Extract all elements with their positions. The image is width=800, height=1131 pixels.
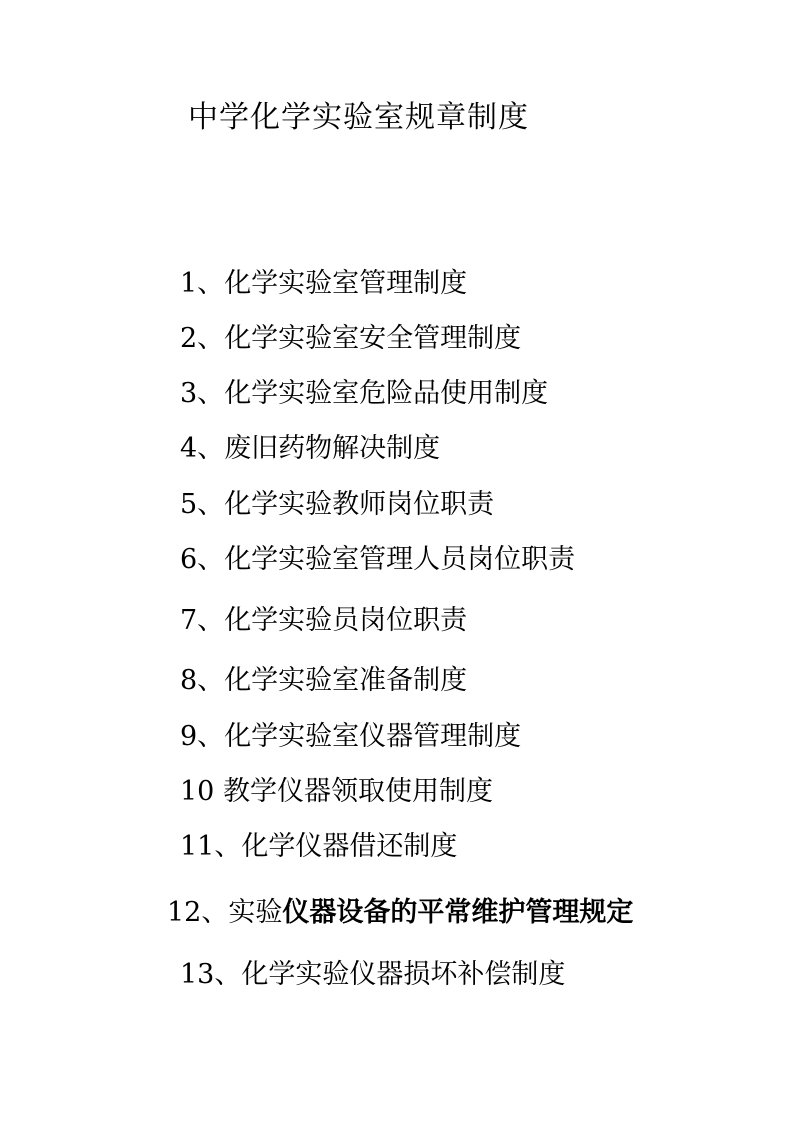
- list-item-number: 10: [180, 776, 223, 807]
- list-item: [180, 957, 565, 993]
- list-item-text: 化学实验仪器损坏补偿制度: [241, 959, 566, 990]
- list-item-number: 12、: [167, 897, 229, 928]
- list-item-text: 化学实验室危险品使用制度: [224, 378, 549, 409]
- list-item-text: 化学实验教师岗位职责: [224, 489, 495, 520]
- list-item-number: 6、: [180, 544, 225, 575]
- list-item-number: 9、: [180, 721, 225, 752]
- list-item: [180, 663, 467, 699]
- list-item-text: 教学仪器领取使用制度: [222, 776, 493, 807]
- list-item: [180, 321, 521, 357]
- list-item-text: 化学实验员岗位职责: [224, 605, 468, 636]
- list-item-text: 化学实验室管理人员岗位职责: [224, 544, 576, 575]
- list-item: [180, 774, 493, 810]
- list-item: [180, 266, 467, 302]
- list-item: [180, 603, 467, 639]
- list-item: [180, 487, 494, 523]
- list-item-number: 13、: [180, 959, 242, 990]
- list-item-text: 实验: [228, 897, 283, 928]
- list-item: [180, 719, 521, 755]
- list-item: [180, 431, 440, 467]
- list-item-number: 4、: [180, 433, 225, 464]
- list-item-number: 2、: [180, 323, 225, 354]
- list-item-number: 1、: [180, 268, 225, 299]
- list-item-text: 废旧药物解决制度: [224, 433, 441, 464]
- list-item: [180, 829, 457, 865]
- list-item: [167, 895, 633, 931]
- list-item-text: 化学实验室仪器管理制度: [224, 721, 522, 752]
- list-item-number: 5、: [180, 489, 225, 520]
- list-item-text: 化学仪器借还制度: [241, 831, 458, 862]
- list-item-number: 11、: [180, 831, 242, 862]
- list-item-number: 3、: [180, 378, 225, 409]
- list-item-text: 化学实验室安全管理制度: [224, 323, 522, 354]
- list-item-text: 化学实验室准备制度: [224, 665, 468, 696]
- list-item: [180, 542, 575, 578]
- list-item-text: 化学实验室管理制度: [224, 268, 468, 299]
- list-item-number: 8、: [180, 665, 225, 696]
- list-item-text-bold: 仪器设备的平常维护管理规定: [282, 897, 634, 928]
- document-title: 中学化学实验室规章制度: [188, 100, 529, 135]
- list-item-number: 7、: [180, 605, 225, 636]
- list-item: [180, 376, 548, 412]
